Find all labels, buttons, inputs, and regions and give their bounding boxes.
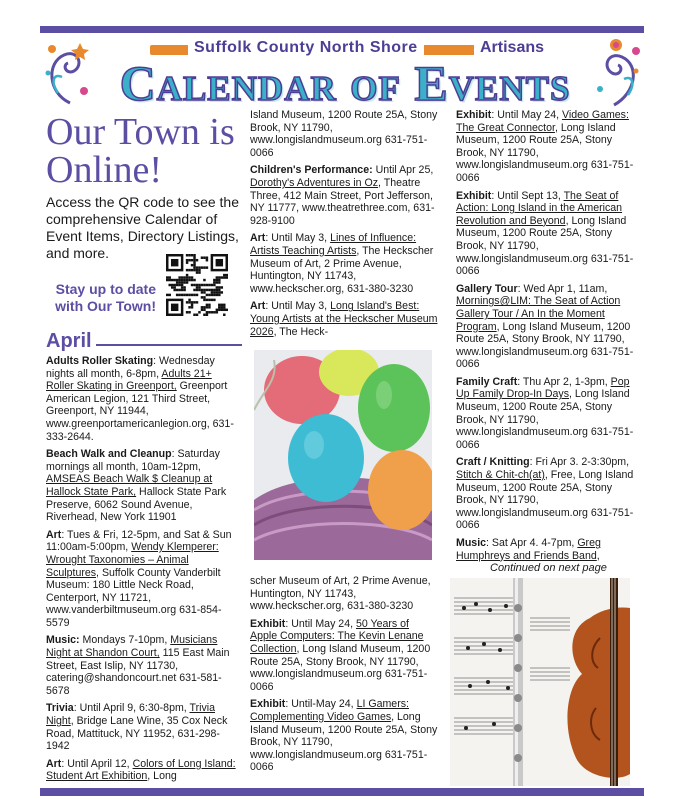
event-details: : Until May 24,	[285, 617, 356, 630]
event-venue: Greenport American Legion, 121 Third Street, Greenport, NY 11944, www.greenportamericanlegion.org, 631-333-2644.	[46, 380, 234, 443]
subtitle-region: Suffolk County North Shore	[188, 39, 424, 57]
event-details: : Saturday mornings all month, 10am-12pm,	[46, 448, 220, 473]
event-venue: , Long Island Museum, 1200 Route 25A, Stony Brook, NY 11790, www.longislandmuseum.org 631-751-0066	[456, 320, 634, 371]
event-label: Art	[250, 300, 266, 313]
event-details: Island Museum, 1200 Route 25A, Stony Brook, NY 11790, www.longislandmuseum.org 631-751-0066	[250, 109, 438, 159]
events-column-2-top	[250, 109, 438, 343]
event-title-link[interactable]: Dorothy's Adventures in Oz	[250, 176, 379, 189]
event-title-link[interactable]: Pop Up Family Drop-In Days	[456, 375, 630, 401]
events-column-2-bottom	[250, 575, 438, 779]
event-details: : Wednesday nights all month, 6-8pm,	[46, 355, 215, 380]
event-venue: , Long Island Museum, 1200 Route 25A, Stony Brook, NY 11790, www.longislandmuseum.org 631-751-0066	[456, 214, 634, 278]
event-details: : Wed Apr 1, 11am,	[517, 282, 608, 295]
event-entry	[456, 456, 636, 532]
event-title-link[interactable]: The Seat of Action: Long Island in the American Revolution and Beyond	[456, 189, 623, 227]
event-title-link[interactable]: Lines of Influence: Artists Teaching Artists	[250, 232, 417, 257]
event-label: Adults Roller Skating	[46, 355, 154, 367]
month-label: April	[46, 330, 96, 352]
event-label: Music:	[46, 634, 80, 647]
event-label: Trivia	[46, 702, 74, 715]
event-label: Beach Walk and Cleanup	[46, 448, 172, 461]
event-label: Exhibit	[250, 617, 286, 630]
event-venue: , Free, Long Island Museum, 1200 Route 25A, Stony Brook, NY 11790, www.longislandmuseum.org 631-751-0066	[456, 469, 634, 532]
event-label: Art	[46, 757, 62, 770]
masthead	[40, 33, 644, 113]
event-entry	[456, 190, 636, 278]
event-details: : Until April 12,	[61, 757, 133, 770]
event-entry	[250, 164, 438, 227]
events-column-3	[456, 109, 636, 567]
event-venue: Suffolk County Vanderbilt Museum: 180 Little Neck Road, Centerport, NY 11721, www.vanderbiltmuseum.org 631-854-5579	[46, 566, 222, 629]
event-venue: 115 East Main Street, East Islip, NY 11730, catering@shandoncourt.net 631-581-5678	[46, 647, 230, 697]
event-title-link[interactable]: Long Island's Best: Young Artists at the Heckscher Museum 2026	[250, 300, 438, 338]
event-entry	[250, 109, 438, 159]
event-label: Family Craft	[456, 375, 518, 388]
event-label: Music	[456, 537, 487, 549]
event-label: Exhibit	[456, 109, 492, 121]
event-venue: Hallock State Park Preserve, 6062 Sound Avenue, Riverhead, New York 11901	[46, 485, 227, 524]
event-title-link[interactable]: Stitch & Chit-ch(at)	[456, 469, 545, 482]
event-label: Exhibit	[456, 189, 492, 202]
event-details: Mondays 7-10pm,	[79, 634, 171, 647]
event-venue: , The Heck-	[273, 325, 329, 338]
decorative-flower-icon	[586, 33, 644, 113]
event-label: Exhibit	[250, 698, 286, 711]
event-label: Art	[46, 528, 62, 541]
event-title-link[interactable]: 50 Years of Apple Computers: The Kevin Lenane Collection	[250, 617, 424, 655]
event-details: scher Museum of Art, 2 Prime Avenue, Huntington, NY 11743, www.heckscher.org, 631-380-3230	[250, 575, 431, 613]
event-venue: , Long Island Museum, 1200 Route 25A, Stony Brook, NY 11790, www.longislandmuseum.org 631-751-0066	[250, 642, 431, 693]
event-venue: , Long Island Museum, 1200 Route 25A, Stony Brook, NY 11790, www.longislandmuseum.org 631-751-0066	[250, 710, 438, 774]
event-title-link[interactable]: Video Games: The Great Connector	[456, 109, 629, 134]
event-label: Art	[250, 232, 266, 245]
promo-title: Our Town is Online!	[46, 111, 235, 191]
event-entry	[46, 529, 242, 630]
event-entry	[250, 232, 438, 295]
event-entry	[456, 109, 636, 185]
page-title: Calendar of Events	[119, 55, 571, 111]
event-details: : Sat Apr 4. 4-7pm,	[486, 537, 578, 549]
event-entry	[46, 634, 242, 697]
month-heading	[46, 330, 242, 353]
sheet-music-photo	[450, 578, 630, 786]
event-details: : Until May 24,	[491, 109, 562, 121]
event-entry	[46, 702, 242, 752]
event-entry	[46, 448, 242, 524]
event-label: Craft / Knitting	[456, 456, 530, 469]
event-label: Children's Performance:	[250, 164, 373, 177]
event-title-link[interactable]: Wendy Klemperer: Wrought Taxonomies – Animal Sculptures,	[46, 541, 219, 579]
event-venue: , The Heckscher Museum of Art, 2 Prime Avenue, Huntington, NY 11743, www.heckscher.org, 631-380-3230	[250, 244, 434, 295]
events-column-1	[46, 355, 242, 788]
promo-stay-text: Stay up to date with Our Town!	[55, 281, 156, 314]
continued-note: Continued on next page	[490, 562, 607, 574]
event-venue: , Long	[147, 770, 177, 783]
bottom-border-bar	[40, 788, 644, 796]
event-details: : Until May 3,	[265, 232, 331, 245]
event-title-link[interactable]: Adults 21+ Roller Skating in Greenport,	[46, 367, 212, 393]
event-details: : Until May 3,	[265, 300, 331, 313]
promo-block	[46, 111, 242, 314]
easter-eggs-photo	[254, 350, 432, 560]
event-title-link[interactable]: Musicians Night at Shandon Court,	[46, 634, 218, 660]
event-entry	[456, 283, 636, 371]
event-entry	[456, 376, 636, 452]
event-title-link[interactable]: Trivia Night	[46, 702, 216, 728]
event-details: : Tues & Fri, 12-5pm, and Sat & Sun 11:00am-5:00pm,	[46, 528, 232, 554]
event-details: Until Apr 25,	[372, 164, 434, 177]
event-title-link[interactable]: Colors of Long Island: Student Art Exhibition	[46, 757, 236, 783]
event-venue: , Theatre Three, 412 Main Street, Port Jefferson, NY 11777, www.theatrethree.com, 631-928-9100	[250, 176, 435, 227]
event-title-link[interactable]: Greg Humphreys and Friends Band	[456, 537, 601, 562]
event-entry	[250, 618, 438, 694]
event-entry	[250, 300, 438, 338]
event-details: : Until Sept 13,	[491, 189, 564, 202]
event-entry	[46, 355, 242, 443]
event-title-link[interactable]: LI Gamers: Complementing Video Games	[250, 698, 409, 723]
promo-description: Access the QR code to see the comprehensive Calendar of Event Items, Directory Listings, and more.	[46, 194, 239, 261]
event-venue: ,	[596, 549, 600, 562]
top-border-bar	[40, 26, 644, 33]
event-venue: , Bridge Lane Wine, 35 Cox Neck Road, Mattituck, NY 11952, 631-298-1942	[46, 715, 228, 753]
event-entry	[250, 575, 438, 613]
event-label: Gallery Tour	[456, 282, 518, 295]
event-details: : Thu Apr 2, 1-3pm,	[517, 375, 611, 388]
event-details: : Fri Apr 3. 2-3:30pm,	[529, 456, 630, 469]
event-details: : Until-May 24,	[285, 698, 357, 711]
event-entry	[46, 758, 242, 783]
event-details: : Until April 9, 6:30-8pm,	[73, 702, 190, 715]
event-venue: , Long Island Museum, 1200 Route 25A, Stony Brook, NY 11790, www.longislandmuseum.org 631-751-0066	[456, 121, 634, 184]
decorative-swirl-icon	[40, 33, 98, 113]
event-title-link[interactable]: Mornings@LIM: The Seat of Action Gallery Tour / An In the Moment Program	[456, 295, 621, 333]
event-entry	[250, 698, 438, 774]
qr-code-icon[interactable]	[166, 254, 228, 316]
event-entry	[456, 537, 636, 562]
event-venue: , Long Island Museum, 1200 Route 25A, Stony Brook, NY 11790, www.longislandmuseum.org 631-751-0066	[456, 388, 634, 451]
subtitle-artisans: Artisans	[474, 39, 550, 57]
event-title-link[interactable]: AMSEAS Beach Walk $ Cleanup at Hallock State Park,	[46, 473, 213, 498]
